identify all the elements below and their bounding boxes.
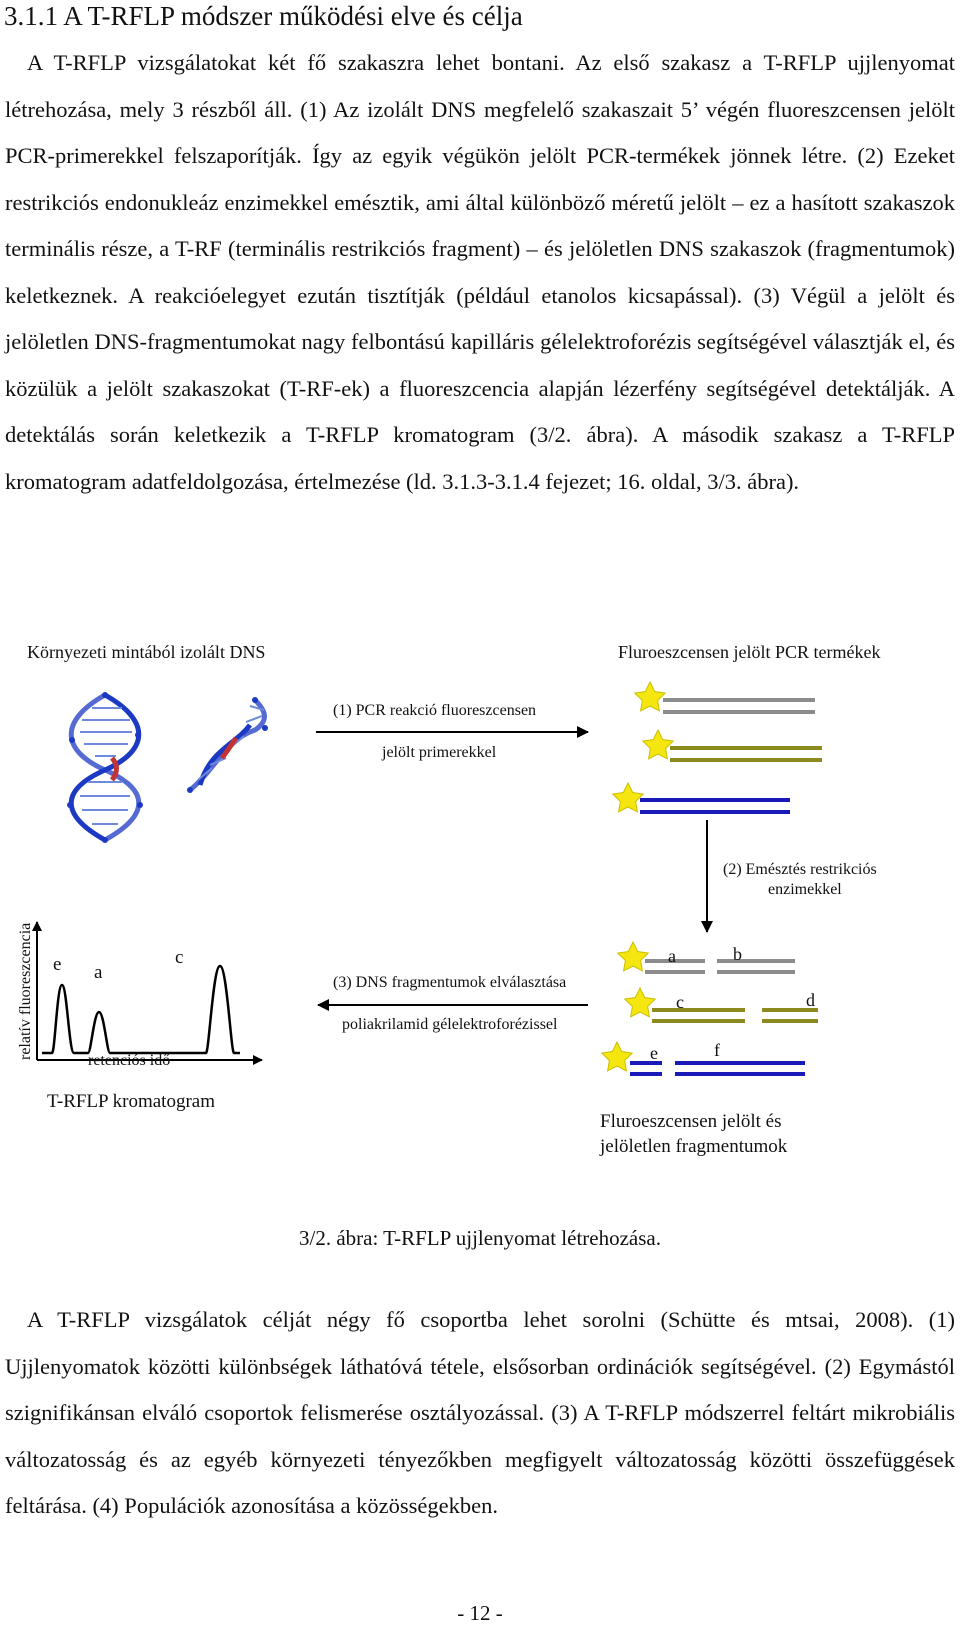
- fragment-label-a: a: [668, 946, 676, 966]
- chromatogram: [17, 922, 262, 1112]
- chromatogram-y-label: relatív fluoreszcencia: [17, 922, 34, 1060]
- fragment-label-d: d: [806, 990, 815, 1010]
- fragment-label-f: f: [714, 1040, 720, 1060]
- label-fragments-line2: jelöletlen fragmentumok: [600, 1136, 788, 1157]
- paragraph-intro: [5, 40, 955, 505]
- fragment-label-b: b: [733, 944, 742, 964]
- section-heading: 3.1.1 A T-RFLP módszer működési elve és célja: [4, 1, 523, 31]
- paragraph-intro-text: A T-RFLP vizsgálatokat két fő szakaszra lehet bontani. Az első szakasz a T-RFLP ujjlenyomat létrehozása, mely 3 részből áll. (1) Az izolált DNS megfelelő szakaszait 5’ végén fluoreszcensen jelölt PCR-primerekkel felszaporítják. Így az egyik végükön jelölt PCR-termékek jönnek létre. (2) Ezeket restrikciós endonukleáz enzimekkel emésztik, ami által különböző méretű jelölt – ez a hasított szakaszok terminális része, a T-RF (terminális restrikciós fragment) – és jelöletlen DNS szakaszok (fragmentumok) keletkeznek. A reakcióelegyet ezután tisztítják (például etanolos kicsapással). (3) Végül a jelölt és jelöletlen DNS-fragmentumokat nagy felbontású kapilláris gélelektroforézis segítségével választják el, és közülük a jelölt szakaszokat (T-RF-ek) a fluoreszcencia alapján lézerfény segítségével detektálják. A detektálás során keletkezik a T-RFLP kromatogram (3/2. ábra). A második szakasz a T-RFLP kromatogram adatfeldolgozása, értelmezése (ld. 3.1.3-3.1.4 fejezet; 16. oldal, 3/3. ábra).: [5, 50, 955, 494]
- star-icon: [602, 1042, 632, 1071]
- fragment-label-c: c: [676, 992, 684, 1012]
- step1-label-line2: jelölt primerekkel: [382, 744, 497, 761]
- step3-label-line1: (3) DNS fragmentumok elválasztása: [333, 974, 567, 991]
- label-pcr-products: Fluroeszcensen jelölt PCR termékek: [618, 642, 881, 662]
- star-icon: [613, 783, 643, 812]
- chromatogram-trace: [42, 966, 240, 1053]
- figure-caption: 3/2. ábra: T-RFLP ujjlenyomat létrehozása.: [299, 1226, 661, 1250]
- star-icon: [643, 730, 673, 759]
- chromatogram-peak-e: e: [53, 954, 62, 975]
- dna-helix-left: [67, 692, 143, 843]
- label-isolated-dna: Környezeti mintából izolált DNS: [27, 642, 266, 662]
- pcr-products: [613, 682, 822, 812]
- digested-fragments: [602, 942, 818, 1074]
- step2-label-line1: (2) Emésztés restrikciós: [723, 861, 877, 878]
- paragraph-goals-text: A T-RFLP vizsgálatok célját négy fő csoportba lehet sorolni (Schütte és mtsai, 2008). (1) Ujjlenyomatok közötti különbségek láthatóvá tétele, elsősorban ordinációk segítségével. (2) Egymástól szignifikánsan elváló csoportok felismerése osztályozással. (3) A T-RFLP módszerrel feltárt mikrobiális változatosság és az egyéb környezeti tényezőkben megfigyelt változatosság közötti összefüggések feltárása. (4) Populációk azonosítása a közösségekben.: [5, 1307, 955, 1518]
- star-icon: [625, 988, 655, 1017]
- paragraph-goals: [5, 1297, 955, 1530]
- figure-trflp-diagram: [0, 640, 960, 1230]
- chromatogram-peak-a: a: [94, 962, 103, 983]
- chromatogram-title: T-RFLP kromatogram: [47, 1091, 216, 1112]
- step3-label-line2: poliakrilamid gélelektroforézissel: [342, 1016, 558, 1033]
- label-fragments-line1: Fluroeszcensen jelölt és: [600, 1111, 782, 1132]
- step1-label-line1: (1) PCR reakció fluoreszcensen: [333, 702, 537, 719]
- star-icon: [618, 942, 648, 971]
- dna-helix-right: [187, 697, 268, 793]
- chromatogram-peak-c: c: [175, 947, 184, 968]
- page-number: - 12 -: [457, 1601, 503, 1625]
- star-icon: [635, 682, 665, 711]
- step2-label-line2: enzimekkel: [768, 881, 842, 898]
- chromatogram-x-label: retenciós idő: [88, 1052, 171, 1069]
- fragment-label-e: e: [650, 1043, 658, 1063]
